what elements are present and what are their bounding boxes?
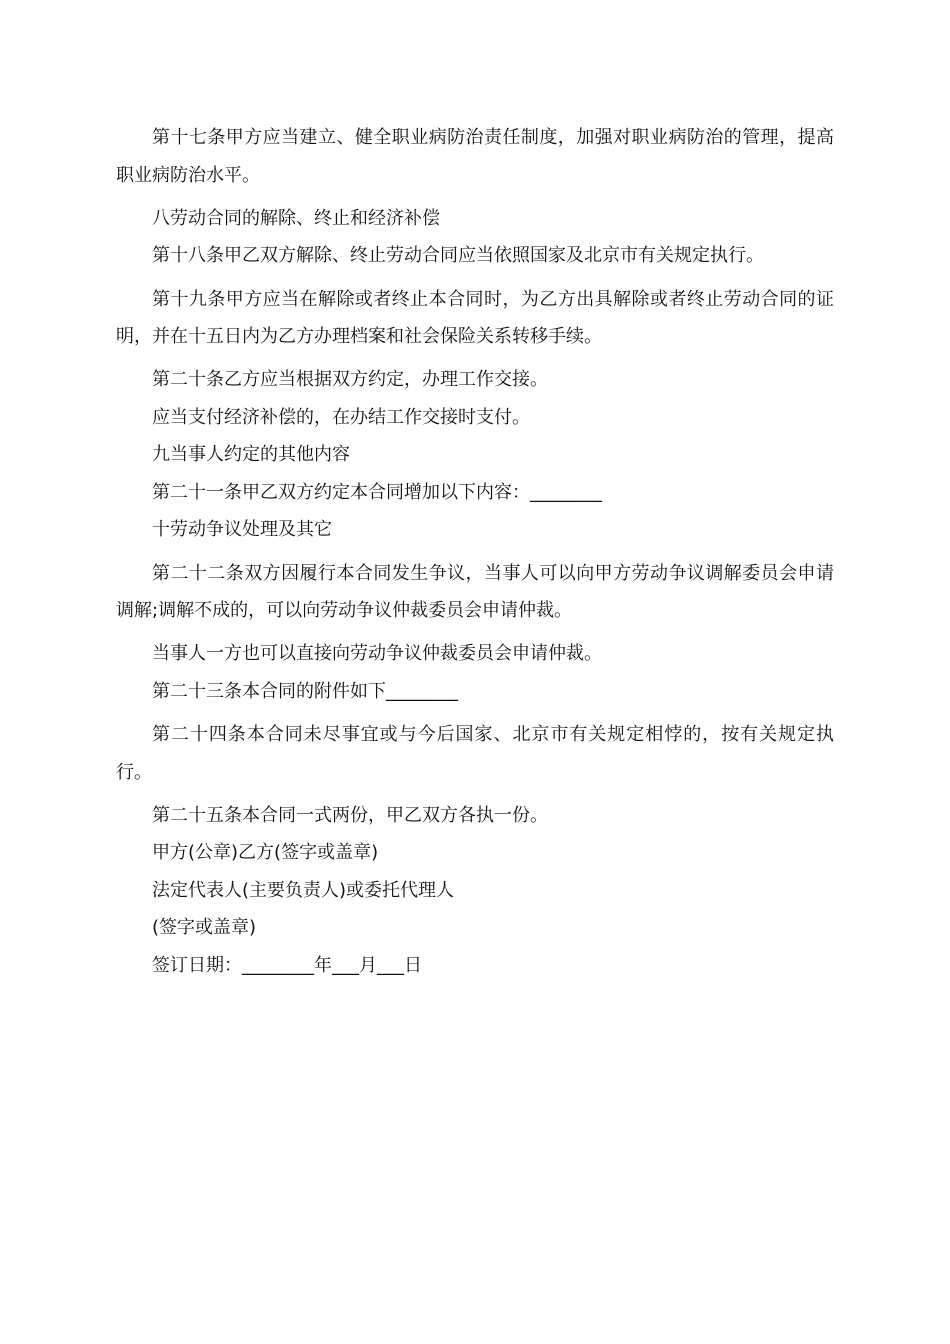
signing-date-line: 签订日期：________年___月___日 <box>152 954 422 976</box>
article-17: 第十七条甲方应当建立、健全职业病防治责任制度，加强对职业病防治的管理，提高职业病防治水平。 <box>116 127 834 186</box>
section-9-heading: 九当事人约定的其他内容 <box>152 444 350 465</box>
compensation-payment-note: 应当支付经济补偿的，在办结工作交接时支付。 <box>152 406 530 428</box>
arbitration-note: 当事人一方也可以直接向劳动争议仲裁委员会申请仲裁。 <box>152 643 602 664</box>
article-21: 第二十一条甲乙双方约定本合同增加以下内容：________ <box>152 481 602 503</box>
signature-or-seal-line: (签字或盖章) <box>152 917 257 938</box>
signature-parties: 甲方(公章)乙方(签字或盖章) <box>152 842 379 863</box>
article-19: 第十九条甲方应当在解除或者终止本合同时，为乙方出具解除或者终止劳动合同的证明，并在十五日内为乙方办理档案和社会保险关系转移手续。 <box>116 288 834 347</box>
article-23: 第二十三条本合同的附件如下________ <box>152 680 458 702</box>
article-20: 第二十条乙方应当根据双方约定，办理工作交接。 <box>152 369 548 390</box>
document-body <box>116 119 834 990</box>
section-8-heading: 八劳动合同的解除、终止和经济补偿 <box>152 207 440 229</box>
article-24: 第二十四条本合同未尽事宜或与今后国家、北京市有关规定相悖的，按有关规定执行。 <box>116 724 834 783</box>
article-18: 第十八条甲乙双方解除、终止劳动合同应当依照国家及北京市有关规定执行。 <box>152 245 764 266</box>
legal-representative-line: 法定代表人(主要负责人)或委托代理人 <box>152 879 455 901</box>
article-25: 第二十五条本合同一式两份，甲乙双方各执一份。 <box>152 804 548 826</box>
section-10-heading: 十劳动争议处理及其它 <box>152 519 332 540</box>
article-22: 第二十二条双方因履行本合同发生争议，当事人可以向甲方劳动争议调解委员会申请调解;调解不成的，可以向劳动争议仲裁委员会申请仲裁。 <box>116 562 834 621</box>
